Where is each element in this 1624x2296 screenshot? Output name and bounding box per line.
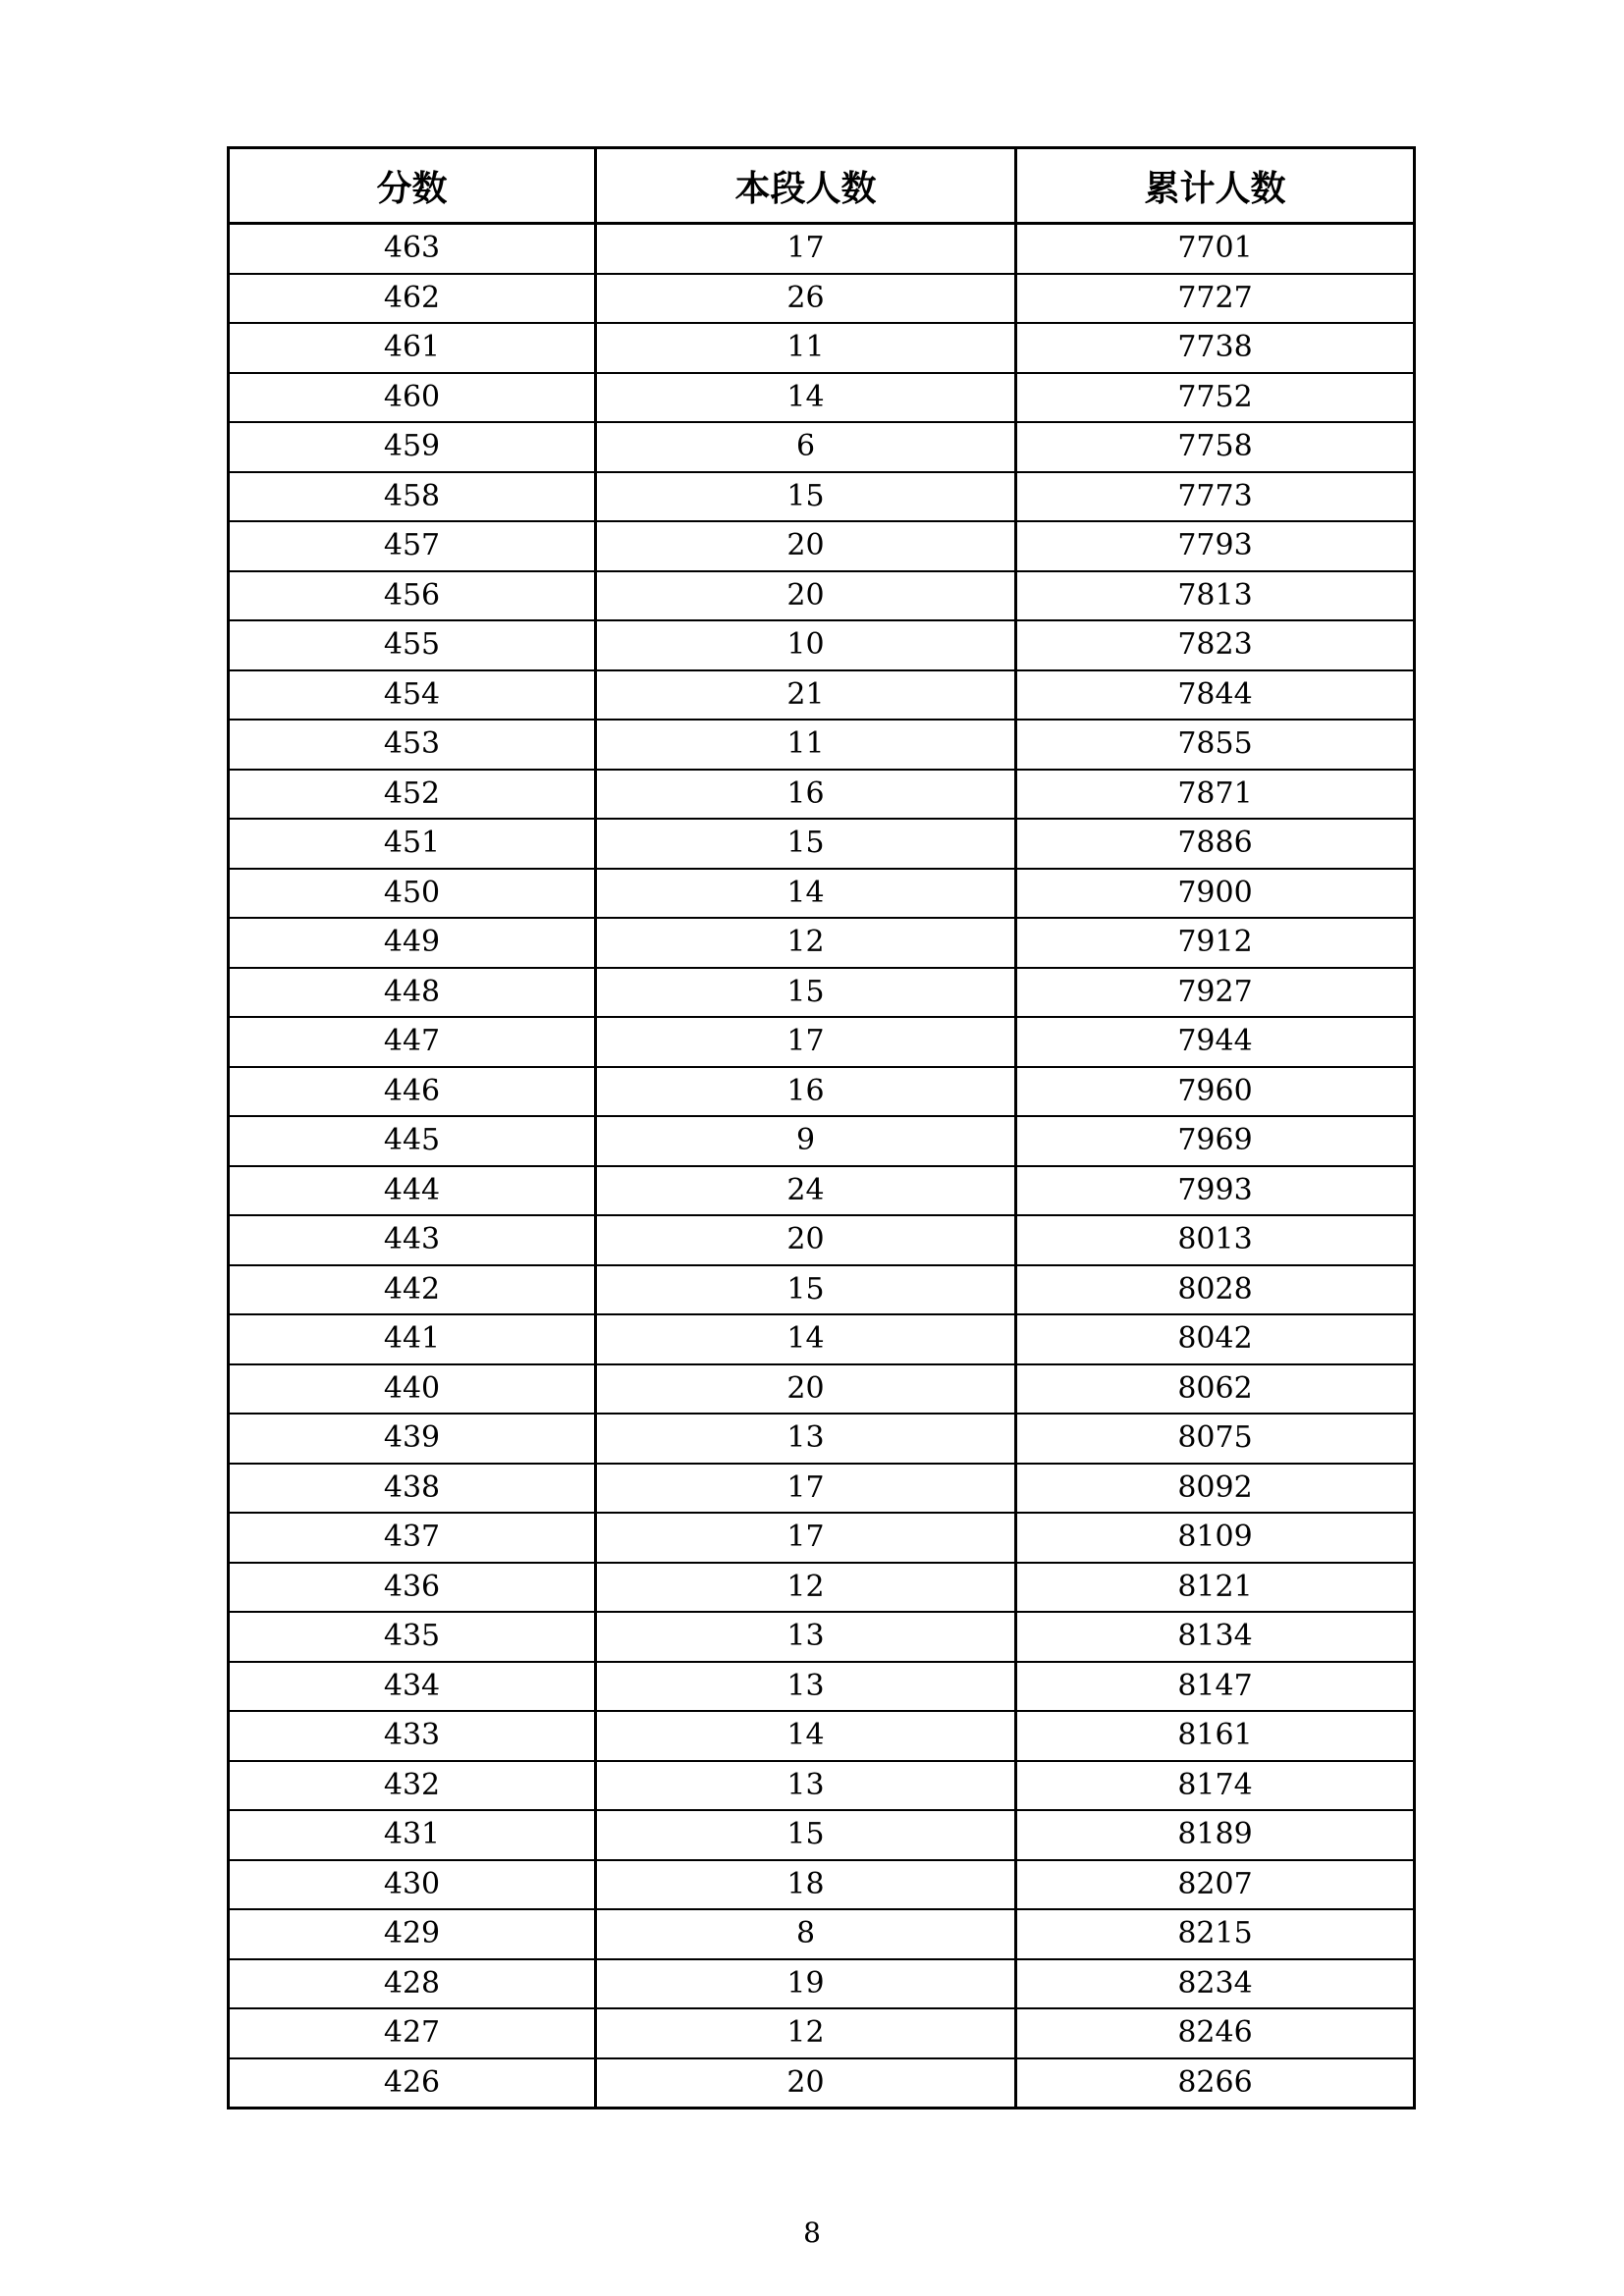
table-row: [229, 1314, 1415, 1364]
cell-score: 430: [229, 1860, 596, 1910]
page-number: 8: [803, 2216, 821, 2249]
cell-score: 434: [229, 1662, 596, 1712]
table-row: [229, 1711, 1415, 1761]
cell-cumulative-count: 8013: [1016, 1215, 1415, 1265]
cell-segment-count: 15: [596, 472, 1016, 522]
table-row: [229, 1464, 1415, 1514]
cell-segment-count: 6: [596, 422, 1016, 472]
cell-score: 453: [229, 720, 596, 770]
cell-segment-count: 10: [596, 620, 1016, 670]
cell-cumulative-count: 8109: [1016, 1513, 1415, 1563]
cell-segment-count: 13: [596, 1414, 1016, 1464]
cell-score: 428: [229, 1959, 596, 2009]
cell-score: 426: [229, 2058, 596, 2109]
table-row: [229, 422, 1415, 472]
cell-score: 460: [229, 373, 596, 423]
cell-cumulative-count: 7844: [1016, 670, 1415, 721]
table-row: [229, 918, 1415, 968]
table-row: [229, 1513, 1415, 1563]
cell-cumulative-count: 7773: [1016, 472, 1415, 522]
cell-segment-count: 9: [596, 1116, 1016, 1166]
cell-cumulative-count: 8147: [1016, 1662, 1415, 1712]
cell-cumulative-count: 8174: [1016, 1761, 1415, 1811]
column-header-segment-count: 本段人数: [596, 148, 1016, 224]
column-header-cumulative-count: 累计人数: [1016, 148, 1415, 224]
table-row: [229, 1662, 1415, 1712]
cell-score: 429: [229, 1909, 596, 1959]
cell-cumulative-count: 8092: [1016, 1464, 1415, 1514]
table-row: [229, 1761, 1415, 1811]
cell-segment-count: 15: [596, 1810, 1016, 1860]
table-row: [229, 1860, 1415, 1910]
table-row: [229, 1563, 1415, 1613]
cell-segment-count: 12: [596, 1563, 1016, 1613]
table-header-row: [229, 148, 1415, 224]
cell-cumulative-count: 7855: [1016, 720, 1415, 770]
cell-score: 459: [229, 422, 596, 472]
cell-score: 461: [229, 323, 596, 373]
table-row: [229, 521, 1415, 571]
cell-cumulative-count: 7727: [1016, 274, 1415, 324]
cell-cumulative-count: 7912: [1016, 918, 1415, 968]
cell-segment-count: 20: [596, 521, 1016, 571]
cell-segment-count: 14: [596, 1314, 1016, 1364]
cell-cumulative-count: 8234: [1016, 1959, 1415, 2009]
cell-segment-count: 20: [596, 1215, 1016, 1265]
table-row: [229, 2058, 1415, 2109]
cell-score: 449: [229, 918, 596, 968]
cell-score: 454: [229, 670, 596, 721]
cell-cumulative-count: 7871: [1016, 770, 1415, 820]
cell-score: 443: [229, 1215, 596, 1265]
cell-cumulative-count: 8028: [1016, 1265, 1415, 1315]
cell-cumulative-count: 7927: [1016, 968, 1415, 1018]
cell-segment-count: 13: [596, 1612, 1016, 1662]
cell-score: 427: [229, 2008, 596, 2058]
cell-score: 441: [229, 1314, 596, 1364]
cell-cumulative-count: 8121: [1016, 1563, 1415, 1613]
cell-score: 446: [229, 1067, 596, 1117]
cell-segment-count: 15: [596, 1265, 1016, 1315]
table-row: [229, 1364, 1415, 1415]
cell-segment-count: 16: [596, 1067, 1016, 1117]
cell-segment-count: 15: [596, 968, 1016, 1018]
cell-segment-count: 14: [596, 373, 1016, 423]
cell-segment-count: 21: [596, 670, 1016, 721]
cell-segment-count: 20: [596, 2058, 1016, 2109]
cell-cumulative-count: 8246: [1016, 2008, 1415, 2058]
cell-segment-count: 12: [596, 2008, 1016, 2058]
table-row: [229, 1959, 1415, 2009]
cell-score: 456: [229, 571, 596, 621]
cell-cumulative-count: 8215: [1016, 1909, 1415, 1959]
cell-cumulative-count: 7813: [1016, 571, 1415, 621]
cell-score: 458: [229, 472, 596, 522]
cell-score: 445: [229, 1116, 596, 1166]
table-row: [229, 1414, 1415, 1464]
table-row: [229, 1116, 1415, 1166]
cell-score: 455: [229, 620, 596, 670]
cell-score: 436: [229, 1563, 596, 1613]
cell-score: 437: [229, 1513, 596, 1563]
cell-score: 447: [229, 1017, 596, 1067]
table-row: [229, 1612, 1415, 1662]
table-row: [229, 2008, 1415, 2058]
table-row: [229, 968, 1415, 1018]
table-row: [229, 670, 1415, 721]
cell-segment-count: 17: [596, 1513, 1016, 1563]
cell-segment-count: 26: [596, 274, 1016, 324]
cell-cumulative-count: 7886: [1016, 819, 1415, 869]
cell-cumulative-count: 8075: [1016, 1414, 1415, 1464]
cell-score: 452: [229, 770, 596, 820]
cell-score: 439: [229, 1414, 596, 1464]
table-row: [229, 1265, 1415, 1315]
cell-cumulative-count: 7793: [1016, 521, 1415, 571]
cell-cumulative-count: 8042: [1016, 1314, 1415, 1364]
table-row: [229, 571, 1415, 621]
cell-cumulative-count: 7752: [1016, 373, 1415, 423]
cell-segment-count: 17: [596, 224, 1016, 274]
cell-segment-count: 24: [596, 1166, 1016, 1216]
table-row: [229, 224, 1415, 274]
cell-score: 442: [229, 1265, 596, 1315]
cell-cumulative-count: 7969: [1016, 1116, 1415, 1166]
cell-cumulative-count: 8266: [1016, 2058, 1415, 2109]
cell-segment-count: 18: [596, 1860, 1016, 1910]
cell-segment-count: 20: [596, 1364, 1016, 1415]
cell-segment-count: 14: [596, 869, 1016, 919]
cell-cumulative-count: 7900: [1016, 869, 1415, 919]
cell-segment-count: 15: [596, 819, 1016, 869]
cell-segment-count: 14: [596, 1711, 1016, 1761]
cell-segment-count: 19: [596, 1959, 1016, 2009]
table-row: [229, 373, 1415, 423]
cell-segment-count: 13: [596, 1662, 1016, 1712]
cell-cumulative-count: 7738: [1016, 323, 1415, 373]
cell-score: 431: [229, 1810, 596, 1860]
cell-cumulative-count: 7823: [1016, 620, 1415, 670]
cell-segment-count: 16: [596, 770, 1016, 820]
cell-score: 440: [229, 1364, 596, 1415]
cell-cumulative-count: 8189: [1016, 1810, 1415, 1860]
cell-cumulative-count: 7701: [1016, 224, 1415, 274]
cell-score: 462: [229, 274, 596, 324]
cell-score: 448: [229, 968, 596, 1018]
table-body: [229, 224, 1415, 2109]
cell-segment-count: 17: [596, 1017, 1016, 1067]
cell-score: 451: [229, 819, 596, 869]
table-row: [229, 720, 1415, 770]
table-row: [229, 472, 1415, 522]
cell-segment-count: 20: [596, 571, 1016, 621]
cell-segment-count: 11: [596, 720, 1016, 770]
cell-score: 432: [229, 1761, 596, 1811]
cell-cumulative-count: 7758: [1016, 422, 1415, 472]
cell-score: 438: [229, 1464, 596, 1514]
cell-segment-count: 13: [596, 1761, 1016, 1811]
table-row: [229, 1067, 1415, 1117]
cell-cumulative-count: 7944: [1016, 1017, 1415, 1067]
cell-score: 444: [229, 1166, 596, 1216]
table-row: [229, 1215, 1415, 1265]
table-row: [229, 620, 1415, 670]
column-header-score: 分数: [229, 148, 596, 224]
cell-segment-count: 11: [596, 323, 1016, 373]
cell-score: 463: [229, 224, 596, 274]
table-row: [229, 1810, 1415, 1860]
table-row: [229, 1017, 1415, 1067]
cell-cumulative-count: 8161: [1016, 1711, 1415, 1761]
cell-score: 457: [229, 521, 596, 571]
table-row: [229, 274, 1415, 324]
table-row: [229, 819, 1415, 869]
cell-segment-count: 17: [596, 1464, 1016, 1514]
cell-cumulative-count: 8207: [1016, 1860, 1415, 1910]
table-row: [229, 770, 1415, 820]
table-row: [229, 1166, 1415, 1216]
cell-segment-count: 12: [596, 918, 1016, 968]
cell-segment-count: 8: [596, 1909, 1016, 1959]
cell-cumulative-count: 8062: [1016, 1364, 1415, 1415]
cell-score: 435: [229, 1612, 596, 1662]
score-distribution-table: [227, 146, 1416, 2109]
table-row: [229, 869, 1415, 919]
cell-score: 433: [229, 1711, 596, 1761]
cell-cumulative-count: 8134: [1016, 1612, 1415, 1662]
cell-score: 450: [229, 869, 596, 919]
table-row: [229, 1909, 1415, 1959]
cell-cumulative-count: 7960: [1016, 1067, 1415, 1117]
cell-cumulative-count: 7993: [1016, 1166, 1415, 1216]
table-row: [229, 323, 1415, 373]
